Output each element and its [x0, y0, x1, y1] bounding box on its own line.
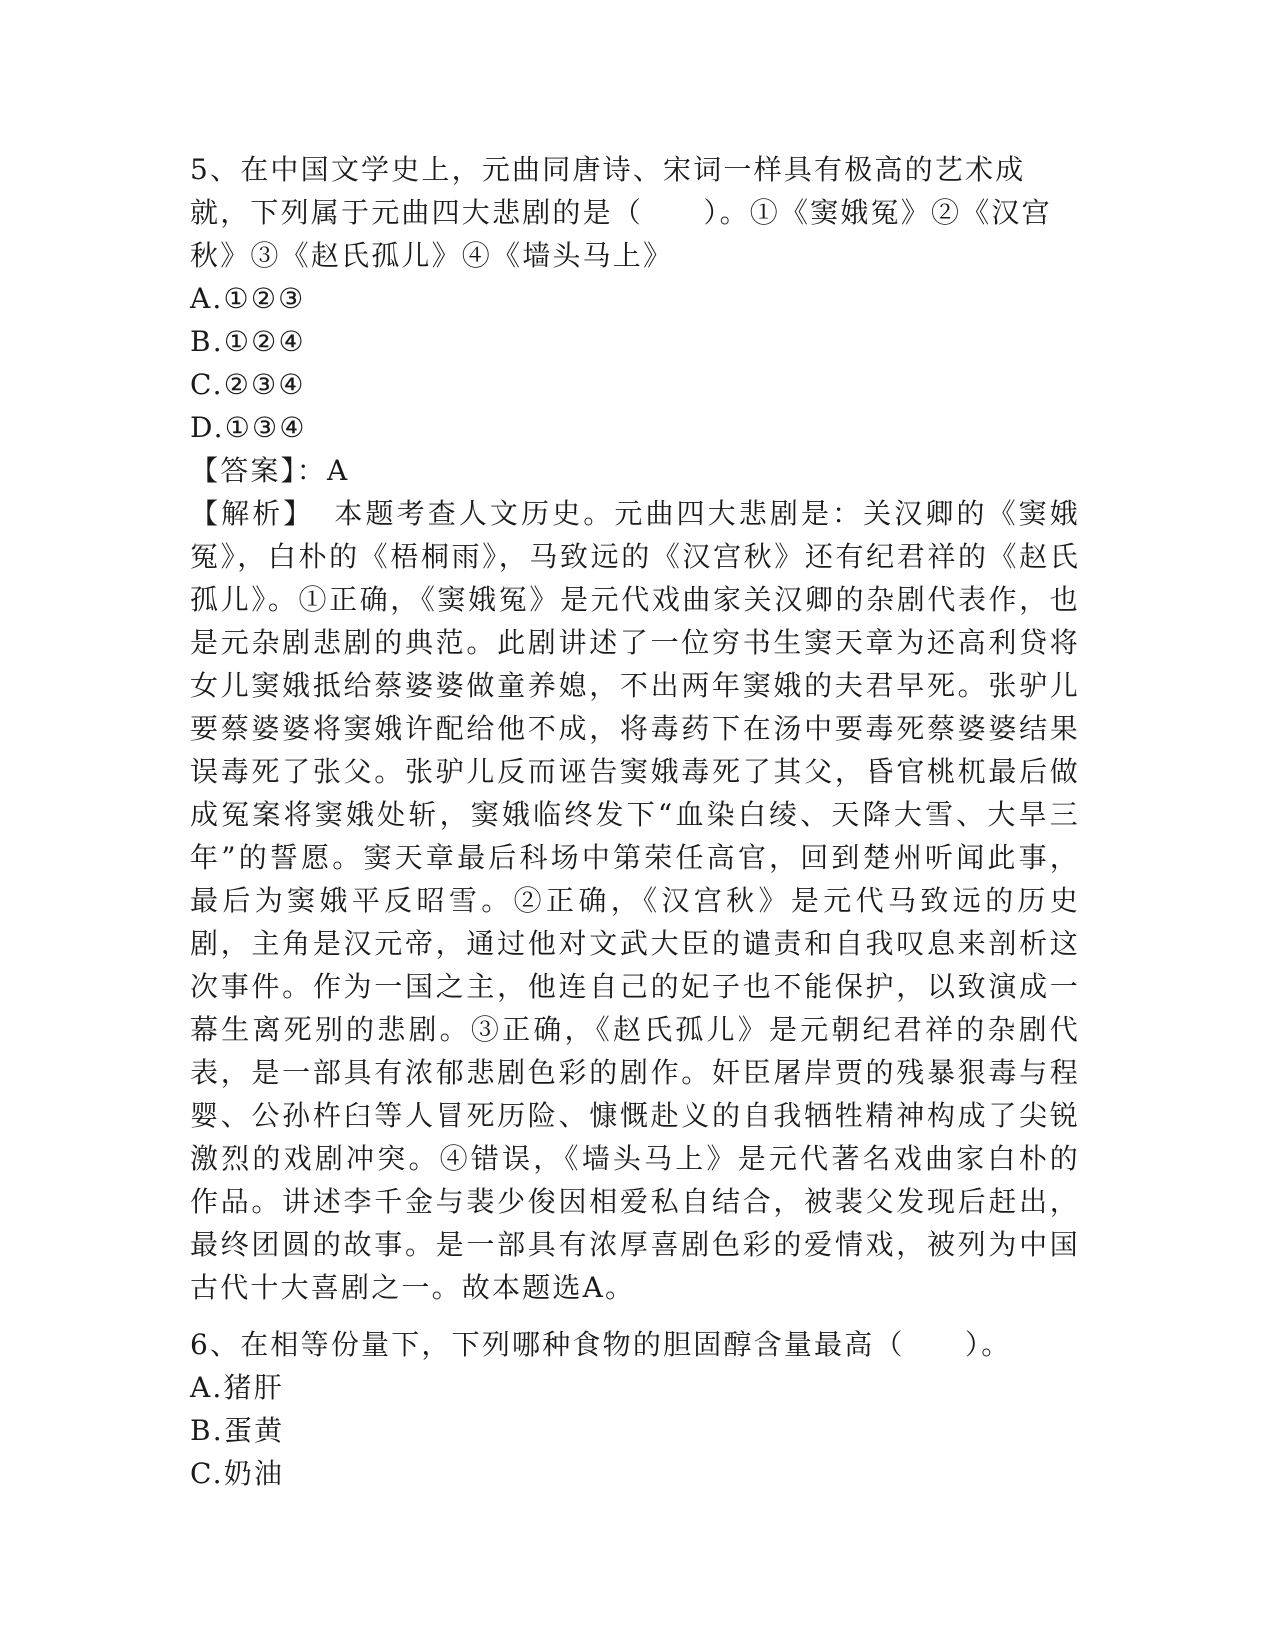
option-c: C.奶油	[190, 1457, 285, 1490]
option-a: A.①②③	[190, 282, 306, 315]
option-b: B.蛋黄	[190, 1414, 285, 1447]
question-6	[190, 1323, 1080, 1495]
answer-value: A	[327, 454, 350, 487]
question-stem: 6、在相等份量下，下列哪种食物的胆固醇含量最高（ ）。	[190, 1328, 1012, 1361]
question-stem: 5、在中国文学史上，元曲同唐诗、宋词一样具有极高的艺术成就，下列属于元曲四大悲剧的是（ ）。①《窦娥冤》②《汉宫秋》③《赵氏孤儿》④《墙头马上》	[190, 153, 1052, 272]
document-page	[190, 148, 1080, 1495]
analysis-paragraph	[190, 492, 1080, 1309]
question-5	[190, 148, 1080, 1309]
option-d: D.①③④	[190, 411, 307, 444]
answer-line	[190, 449, 1080, 492]
question-divider-space	[190, 1309, 1080, 1323]
option-c: C.②③④	[190, 368, 306, 401]
option-b: B.①②④	[190, 325, 306, 358]
analysis-text: 本题考查人文历史。元曲四大悲剧是：关汉卿的《窦娥冤》，白朴的《梧桐雨》，马致远的《汉宫秋》还有纪君祥的《赵氏孤儿》。①正确，《窦娥冤》是元代戏曲家关汉卿的杂剧代表作，也是元杂剧悲剧的典范。此剧讲述了一位穷书生窦天章为还高利贷将女儿窦娥抵给蔡婆婆做童养媳，不出两年窦娥的夫君早死。张驴儿要蔡婆婆将窦娥许配给他不成，将毒药下在汤中要毒死蔡婆婆结果误毒死了张父。张驴儿反而诬告窦娥毒死了其父，昏官桃杌最后做成冤案将窦娥处斩，窦娥临终发下“血染白绫、天降大雪、大旱三年”的誓愿。窦天章最后科场中第荣任高官，回到楚州听闻此事，最后为窦娥平反昭雪。②正确，《汉宫秋》是元代马致远的历史剧，主角是汉元帝，通过他对文武大臣的谴责和自我叹息来剖析这次事件。作为一国之主，他连自己的妃子也不能保护，以致演成一幕生离死别的悲剧。③正确，《赵氏孤儿》是元朝纪君祥的杂剧代表，是一部具有浓郁悲剧色彩的剧作。奸臣屠岸贾的残暴狠毒与程婴、公孙杵臼等人冒死历险、慷慨赴义的自我牺牲精神构成了尖锐激烈的戏剧冲突。④错误，《墙头马上》是元代著名戏曲家白朴的作品。讲述李千金与裴少俊因相爱私自结合，被裴父发现后赶出，最终团圆的故事。是一部具有浓厚喜剧色彩的爱情戏，被列为中国古代十大喜剧之一。故本题选A。	[190, 497, 1080, 1304]
option-a: A.猪肝	[190, 1371, 284, 1404]
analysis-label: 【解析】	[190, 497, 315, 530]
answer-label: 【答案】：	[190, 454, 328, 487]
